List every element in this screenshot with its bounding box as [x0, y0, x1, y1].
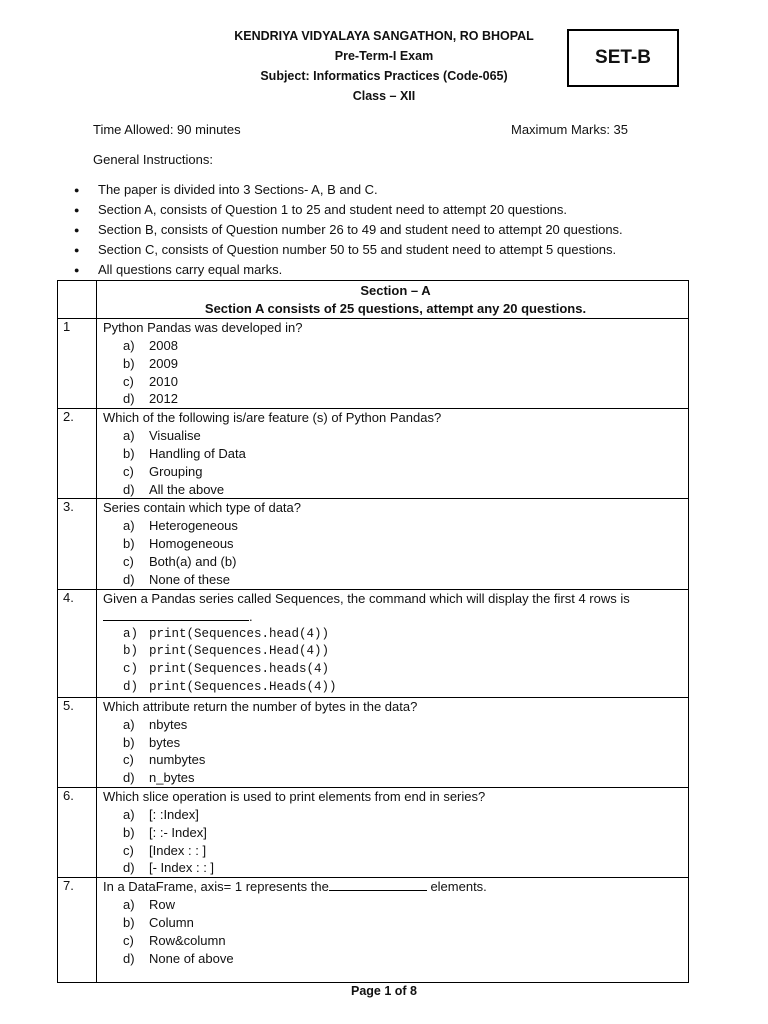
option-letter: d): [123, 391, 135, 407]
option-item: [123, 643, 688, 661]
option-text: 2012: [149, 391, 178, 407]
options-list: [103, 337, 688, 408]
answer-blank: [103, 608, 249, 621]
option-text: Grouping: [149, 463, 203, 479]
option-text: Column: [149, 914, 194, 930]
option-letter: a): [123, 716, 135, 732]
option-letter: b): [123, 914, 135, 930]
question-row: [58, 697, 689, 787]
option-text: 2009: [149, 355, 178, 371]
question-row: [58, 319, 689, 409]
question-text: Which attribute return the number of bytes in the data?: [103, 698, 418, 714]
set-label-box: [567, 29, 679, 87]
options-list: [103, 806, 688, 877]
option-item: [123, 914, 688, 932]
option-text: print(Sequences.head(4)): [149, 626, 330, 641]
option-text: 2010: [149, 373, 178, 389]
option-text: None of these: [149, 571, 230, 587]
option-text: bytes: [149, 734, 181, 750]
organization-name: KENDRIYA VIDYALAYA SANGATHON, RO BHOPAL: [234, 29, 534, 43]
option-letter: b): [123, 355, 135, 371]
option-letter: a): [123, 626, 139, 641]
question-text: Given a Pandas series called Sequences, the command which will display the first 4 rows is: [103, 590, 630, 606]
option-item: [123, 517, 688, 535]
question-number: 6.: [58, 787, 97, 877]
option-item: [123, 626, 688, 644]
option-letter: d): [123, 950, 135, 966]
instruction-item: ● All questions carry equal marks.: [72, 260, 623, 280]
instructions-list: [72, 180, 623, 280]
option-item: [123, 859, 688, 877]
section-header: [97, 281, 689, 319]
option-letter: c): [123, 842, 134, 858]
option-letter: a): [123, 897, 135, 913]
question-number: 3.: [58, 499, 97, 589]
option-item: [123, 679, 688, 697]
option-text: All the above: [149, 481, 225, 497]
option-item: [123, 806, 688, 824]
option-item: [123, 571, 688, 589]
option-item: [123, 824, 688, 842]
question-text-continued: [103, 608, 688, 626]
option-letter: b): [123, 824, 135, 840]
set-label: SET-B: [595, 47, 651, 68]
option-letter: d): [123, 679, 139, 694]
option-text: numbytes: [149, 752, 206, 768]
section-title: Section – A: [360, 283, 431, 298]
option-letter: c): [123, 662, 139, 677]
question-number: 2.: [58, 409, 97, 499]
option-letter: c): [123, 752, 134, 768]
option-item: [123, 716, 688, 734]
option-item: [123, 355, 688, 373]
option-item: [123, 751, 688, 769]
question-text: Series contain which type of data?: [103, 500, 302, 516]
option-text: n_bytes: [149, 770, 195, 786]
option-item: [123, 481, 688, 499]
option-text: Row: [149, 897, 176, 913]
option-letter: c): [123, 373, 134, 389]
option-item: [123, 734, 688, 752]
option-letter: a): [123, 518, 135, 534]
answer-blank: [329, 878, 427, 891]
option-text: Both(a) and (b): [149, 553, 237, 569]
question-number: 4.: [58, 589, 97, 697]
time-allowed: Time Allowed: 90 minutes: [93, 122, 241, 137]
option-item: [123, 427, 688, 445]
question-text-end: elements.: [430, 879, 487, 895]
section-subtitle: Section A consists of 25 questions, attempt any 20 questions.: [204, 301, 587, 316]
option-text: 2008: [149, 338, 178, 353]
option-item: [123, 896, 688, 914]
option-item: [123, 390, 688, 408]
option-letter: d): [123, 860, 135, 876]
option-text: Homogeneous: [149, 536, 234, 552]
option-item: [123, 553, 688, 571]
question-number: 5.: [58, 697, 97, 787]
option-text: [: :Index]: [149, 806, 199, 822]
option-letter: d): [123, 571, 135, 587]
question-row: [58, 787, 689, 877]
option-letter: b): [123, 445, 135, 461]
option-item: [123, 463, 688, 481]
option-text: Visualise: [149, 428, 201, 444]
option-text: Heterogeneous: [149, 518, 238, 534]
instruction-item: ● Section B, consists of Question number 26 to 49 and student need to attempt 20 questions.: [72, 220, 623, 240]
option-item: [123, 661, 688, 679]
question-row: [58, 409, 689, 499]
option-text: print(Sequences.Heads(4)): [149, 679, 337, 694]
option-letter: a): [123, 338, 135, 353]
exam-name: Pre-Term-I Exam: [334, 49, 434, 63]
question-row: [58, 878, 689, 983]
question-row: [58, 589, 689, 697]
options-list: [103, 716, 688, 787]
page-footer: [0, 984, 768, 998]
option-item: [123, 445, 688, 463]
option-letter: c): [123, 932, 134, 948]
option-item: [123, 535, 688, 553]
option-text: None of above: [149, 950, 234, 966]
option-item: [123, 373, 688, 391]
option-letter: d): [123, 770, 135, 786]
question-row: [58, 499, 689, 589]
question-number: 7.: [58, 878, 97, 983]
question-text: [103, 878, 688, 896]
option-letter: a): [123, 806, 135, 822]
option-item: [123, 769, 688, 787]
option-letter: a): [123, 428, 135, 444]
option-letter: c): [123, 463, 134, 479]
question-text: Which slice operation is used to print elements from end in series?: [103, 788, 486, 804]
option-letter: b): [123, 734, 135, 750]
option-text: print(Sequences.heads(4): [149, 662, 330, 677]
option-letter: d): [123, 481, 135, 497]
option-item: [123, 842, 688, 860]
question-text: Python Pandas was developed in?: [103, 320, 303, 335]
question-number: 1: [58, 319, 97, 409]
option-item: [123, 932, 688, 950]
questions-table: [57, 280, 689, 983]
section-header-row: [58, 281, 689, 319]
options-list: [103, 517, 688, 588]
option-letter: b): [123, 536, 135, 552]
option-item: [123, 950, 688, 968]
options-list: [103, 626, 688, 697]
option-text: Row&column: [149, 932, 226, 948]
question-text-end: .: [249, 608, 253, 624]
option-text: [- Index : : ]: [149, 860, 215, 876]
option-text: Handling of Data: [149, 445, 246, 461]
instruction-item: ● Section A, consists of Question 1 to 25 and student need to attempt 20 questions.: [72, 200, 623, 220]
page-number: Page 1 of 8: [351, 984, 417, 998]
option-letter: b): [123, 644, 139, 659]
class-line: Class – XII: [352, 89, 416, 103]
option-text: print(Sequences.Head(4)): [149, 644, 330, 659]
subject-line: Subject: Informatics Practices (Code-065): [260, 69, 508, 83]
question-text-start: In a DataFrame, axis= 1 represents the: [103, 879, 329, 895]
option-text: [: :- Index]: [149, 824, 207, 840]
option-item: [123, 337, 688, 355]
instruction-item: ● Section C, consists of Question number 50 to 55 and student need to attempt 5 questions.: [72, 240, 623, 260]
option-letter: c): [123, 553, 134, 569]
question-text: Which of the following is/are feature (s) of Python Pandas?: [103, 410, 442, 426]
options-list: [103, 427, 688, 498]
option-text: nbytes: [149, 716, 188, 732]
maximum-marks: Maximum Marks: 35: [511, 122, 629, 137]
instruction-item: ● The paper is divided into 3 Sections- A, B and C.: [72, 180, 623, 200]
general-instructions-title: General Instructions:: [93, 152, 213, 167]
options-list: [103, 896, 688, 967]
option-text: [Index : : ]: [149, 842, 207, 858]
